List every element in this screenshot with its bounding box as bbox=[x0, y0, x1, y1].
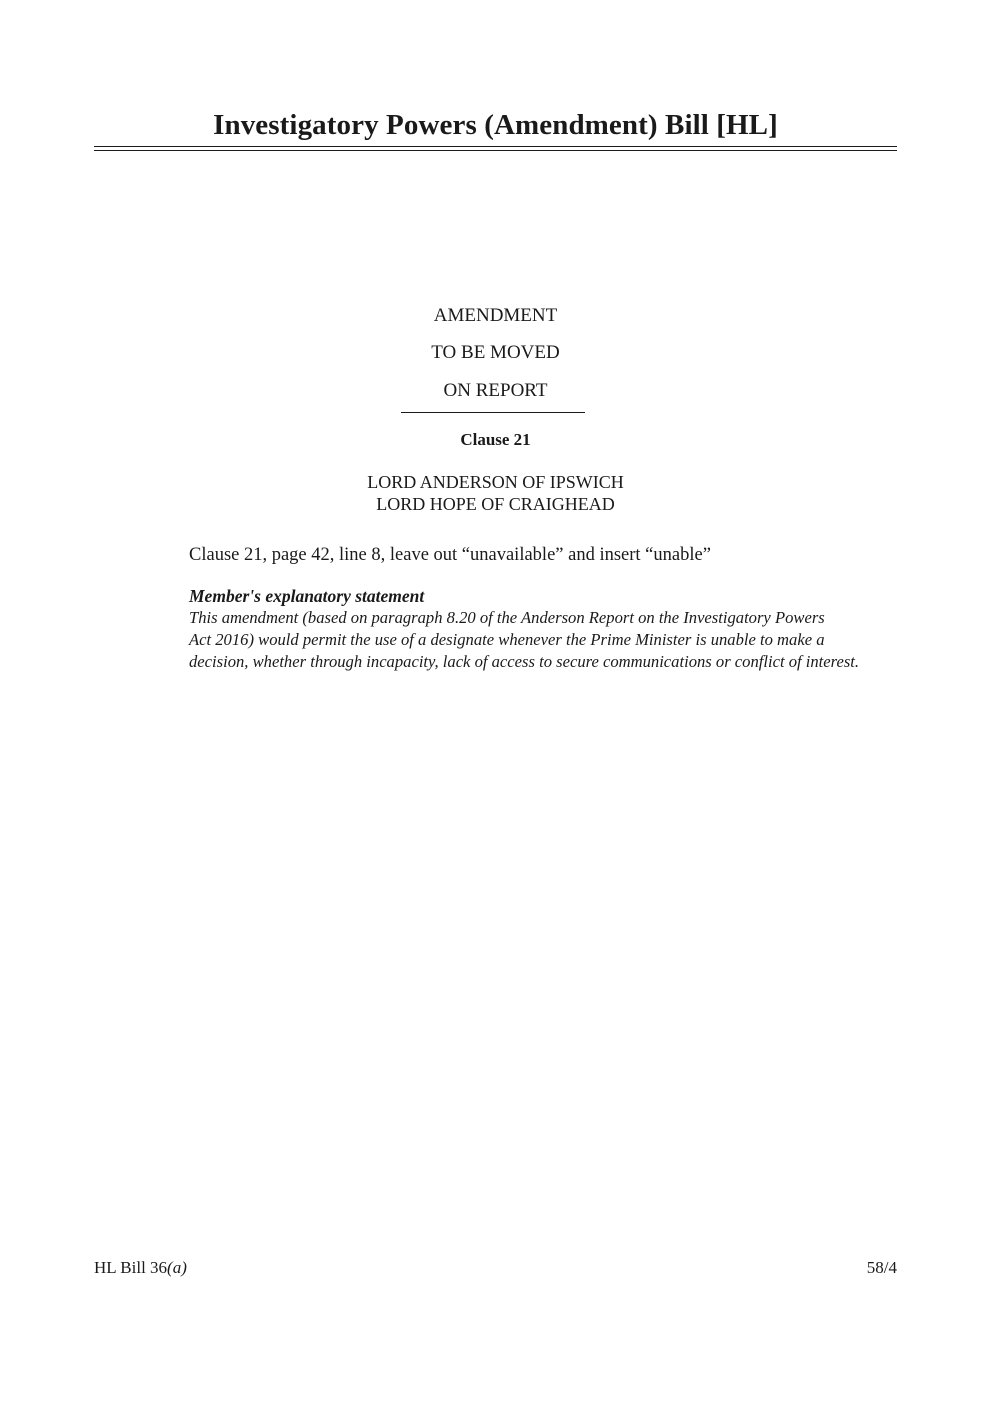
bill-reference-suffix: (a) bbox=[167, 1258, 187, 1277]
explanatory-line: decision, whether through incapacity, lack of access to secure communications or conflict of interest. bbox=[189, 652, 860, 671]
explanatory-line: Act 2016) would permit the use of a designate whenever the Prime Minister is unable to make a bbox=[189, 630, 825, 649]
explanatory-line: This amendment (based on paragraph 8.20 of the Anderson Report on the Investigatory Powers bbox=[189, 608, 825, 627]
explanatory-statement-heading: Member's explanatory statement bbox=[189, 586, 425, 606]
on-report-label: ON REPORT bbox=[443, 380, 548, 401]
explanatory-statement-body bbox=[189, 607, 897, 673]
title-rule-upper bbox=[94, 146, 897, 147]
clause-heading: Clause 21 bbox=[460, 430, 531, 449]
header-divider bbox=[401, 412, 585, 413]
bill-reference-number: HL Bill 36 bbox=[94, 1258, 168, 1277]
sponsor-name: LORD ANDERSON OF IPSWICH bbox=[367, 472, 624, 492]
title-rule-lower bbox=[94, 150, 897, 151]
amendment-label: AMENDMENT bbox=[433, 305, 558, 326]
to-be-moved-label: TO BE MOVED bbox=[431, 342, 560, 363]
sponsor-name: LORD HOPE OF CRAIGHEAD bbox=[376, 494, 615, 514]
amendment-text: Clause 21, page 42, line 8, leave out “unavailable” and insert “unable” bbox=[189, 545, 711, 565]
page-title: Investigatory Powers (Amendment) Bill [HL] bbox=[213, 109, 778, 141]
bill-reference bbox=[94, 1257, 187, 1279]
page-reference: 58/4 bbox=[866, 1258, 897, 1277]
